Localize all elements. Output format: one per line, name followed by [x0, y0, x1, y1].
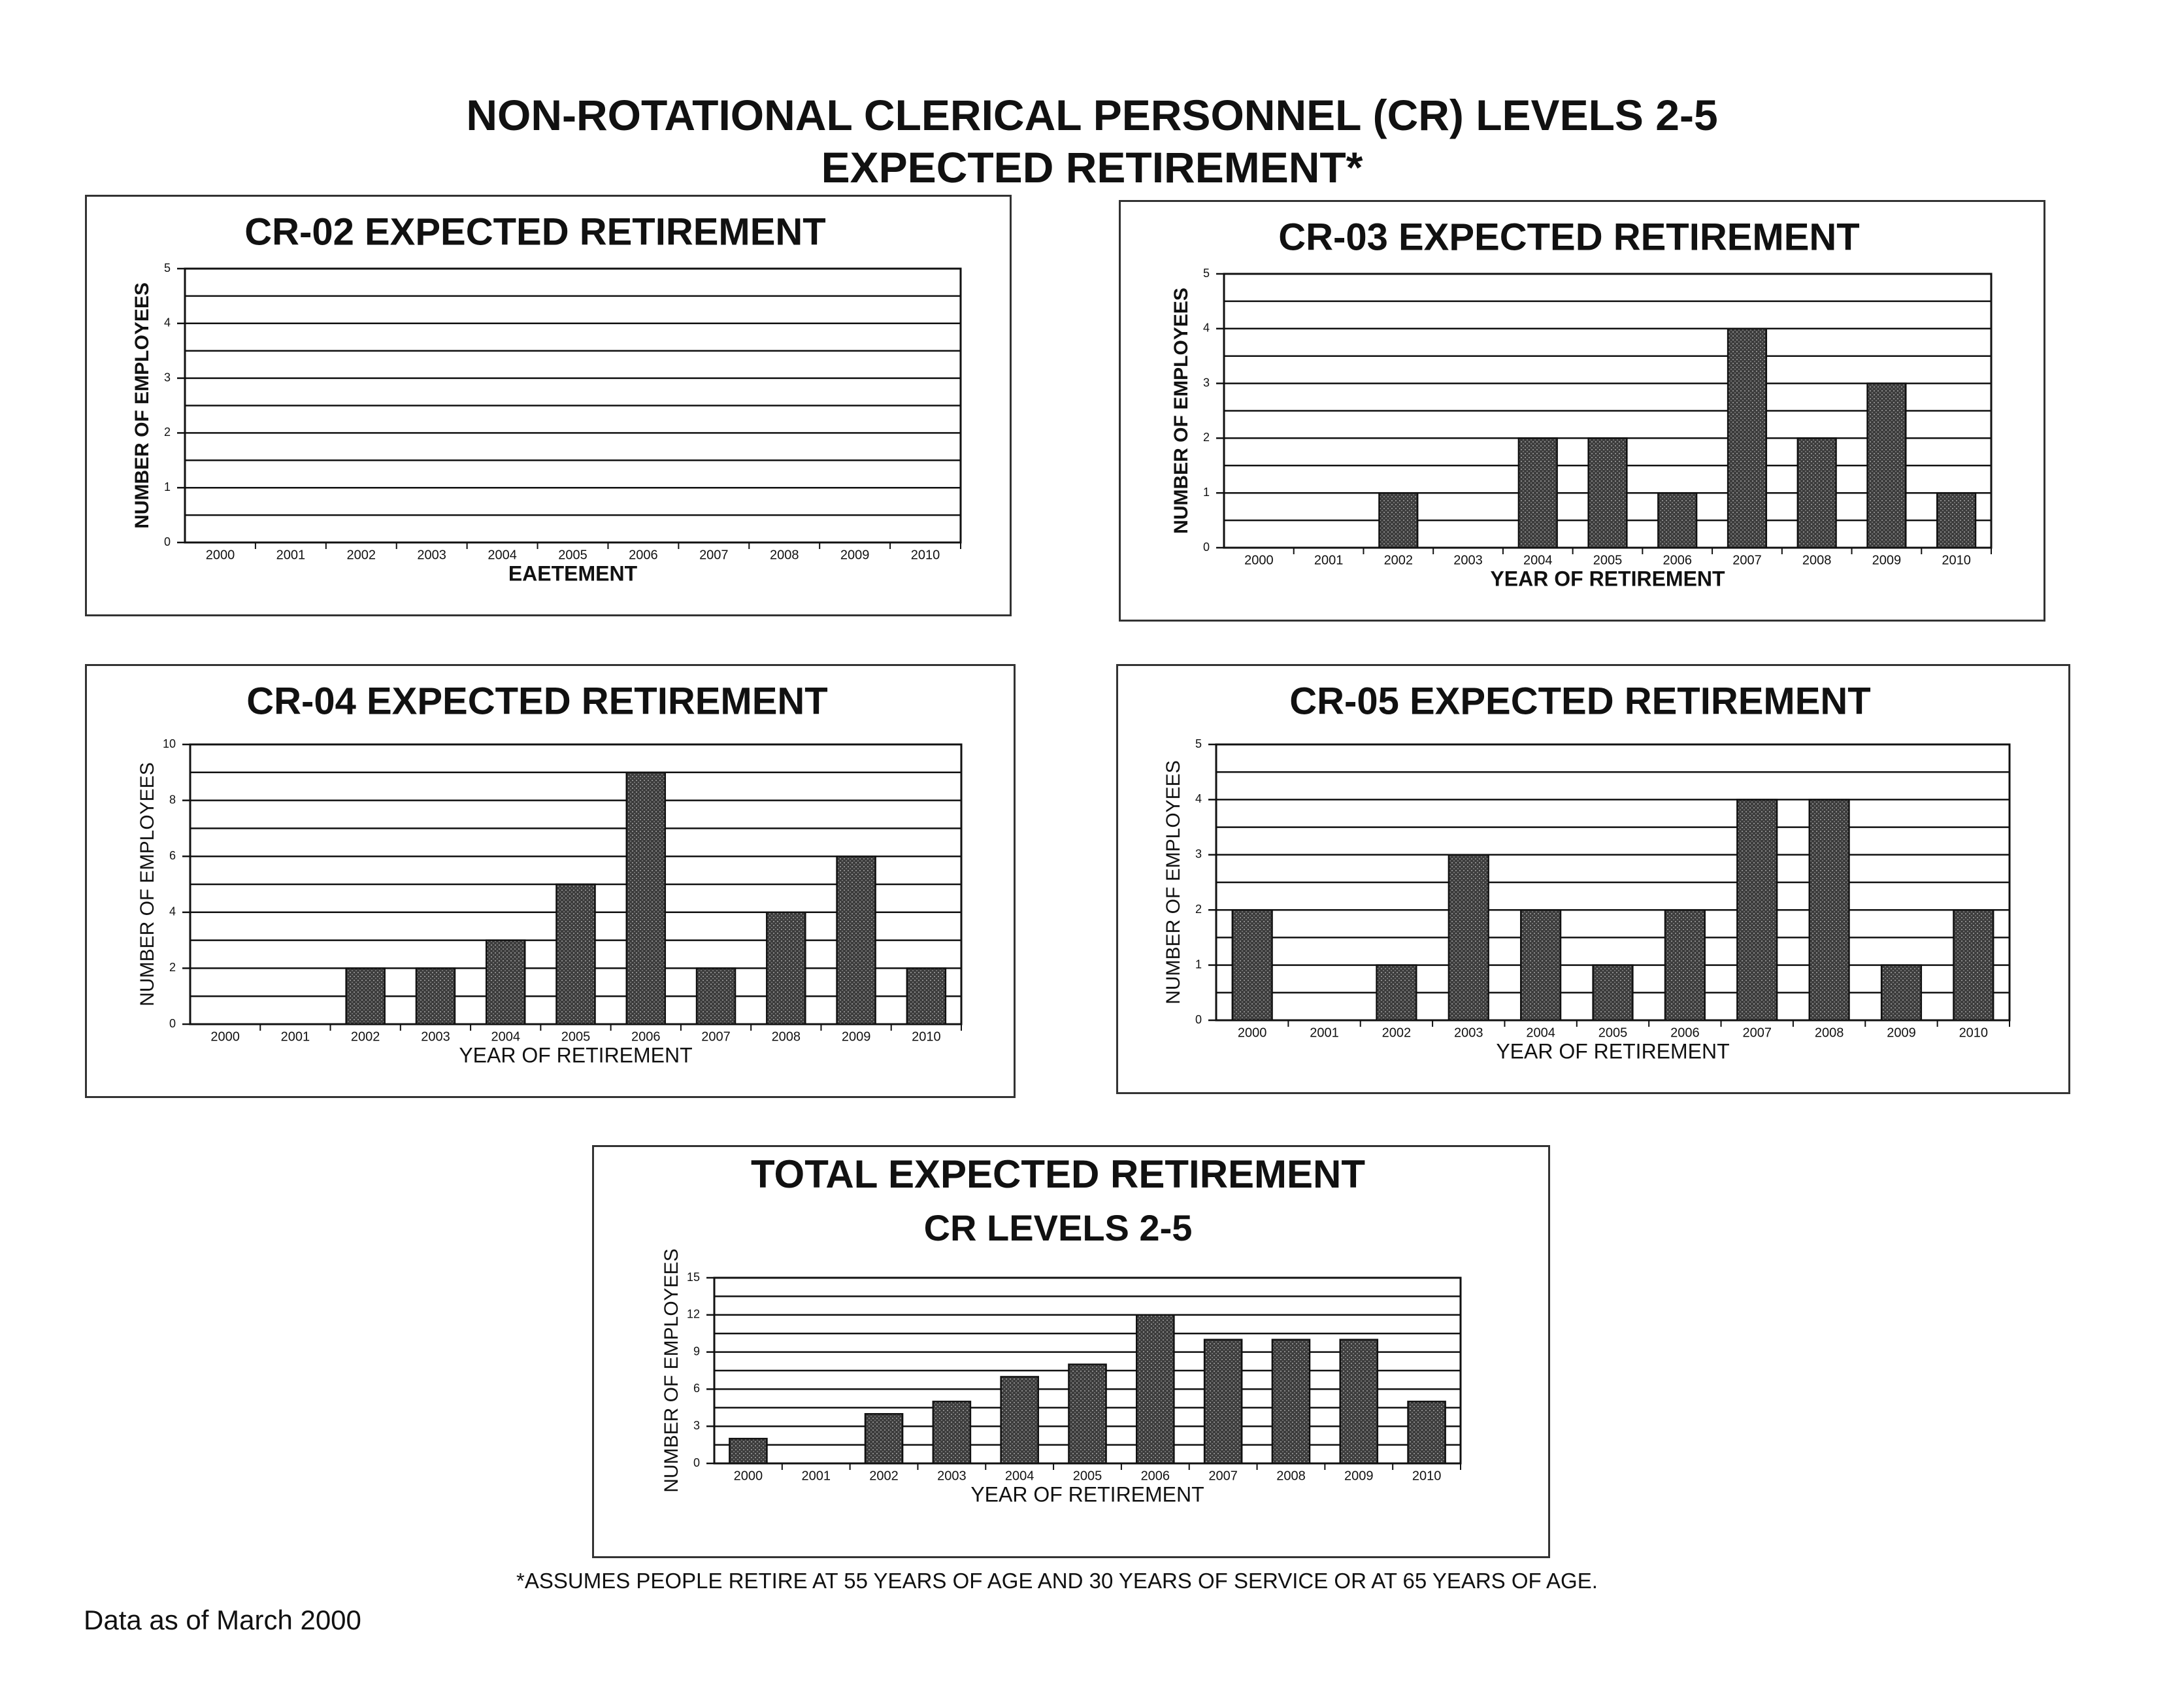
bar-2000 [729, 1439, 767, 1463]
y-tick-label: 4 [1195, 792, 1202, 806]
x-tick-label: 2004 [491, 1029, 520, 1044]
bar-2008 [1810, 799, 1849, 1020]
x-tick-label: 2003 [421, 1029, 450, 1044]
x-tick-label: 2009 [1887, 1025, 1916, 1041]
chart-title: CR-05 EXPECTED RETIREMENT [1289, 680, 1871, 723]
x-tick-label: 2000 [733, 1469, 763, 1484]
bar-2004 [1001, 1376, 1038, 1463]
y-tick-label: 3 [1195, 847, 1202, 861]
x-tick-label: 2002 [1383, 553, 1414, 568]
x-tick-label: 2008 [771, 1029, 801, 1044]
bar-2000 [1233, 910, 1272, 1020]
bar-2002 [1379, 493, 1417, 548]
x-tick-label: 2001 [1314, 553, 1344, 568]
bar-2003 [933, 1401, 970, 1463]
chart-subtitle: CR LEVELS 2-5 [923, 1207, 1193, 1248]
bar-2004 [1521, 910, 1561, 1020]
x-tick-label: 2000 [1244, 553, 1274, 568]
y-tick-label: 5 [1195, 737, 1202, 750]
data-source-note: Data as of March 2000 [84, 1605, 361, 1635]
bar-2008 [1798, 438, 1836, 548]
bar-2009 [1881, 965, 1921, 1020]
bar-2007 [1728, 329, 1766, 548]
bar-2008 [767, 912, 805, 1024]
x-tick-label: 2000 [205, 548, 235, 563]
y-axis-label: NUMBER OF EMPLOYEES [1170, 288, 1192, 534]
x-axis-label: YEAR OF RETIREMENT [1490, 567, 1725, 591]
x-tick-label: 2006 [629, 548, 658, 563]
x-tick-label: 2010 [1942, 553, 1971, 568]
bar-2006 [1658, 493, 1696, 548]
x-tick-label: 2007 [699, 548, 729, 563]
y-tick-label: 1 [1202, 485, 1210, 499]
bar-2009 [1868, 384, 1906, 548]
page-title-line-2: EXPECTED RETIREMENT* [821, 143, 1363, 192]
y-tick-label: 3 [1202, 376, 1210, 390]
bar-2005 [1068, 1365, 1106, 1463]
bar-2005 [557, 884, 595, 1024]
x-tick-label: 2000 [1237, 1025, 1267, 1041]
y-tick-label: 12 [686, 1307, 700, 1321]
x-tick-label: 2010 [912, 1029, 941, 1044]
chart-panel-cr05 [1116, 664, 2070, 1094]
x-tick-label: 2005 [558, 548, 587, 563]
y-tick-label: 5 [163, 261, 171, 275]
chart-title: CR-03 EXPECTED RETIREMENT [1278, 216, 1860, 259]
x-tick-label: 2004 [1523, 553, 1553, 568]
y-tick-label: 3 [693, 1418, 700, 1432]
bar-2006 [1665, 910, 1705, 1020]
y-axis-label: NUMBER OF EMPLOYEES [660, 1248, 682, 1493]
x-tick-label: 2006 [1670, 1025, 1700, 1041]
x-tick-label: 2008 [1814, 1025, 1844, 1041]
x-tick-label: 2001 [801, 1469, 831, 1484]
x-tick-label: 2001 [280, 1029, 310, 1044]
y-tick-label: 8 [169, 793, 176, 807]
x-tick-label: 2002 [1382, 1025, 1412, 1041]
x-tick-label: 2003 [1454, 1025, 1483, 1041]
y-tick-label: 4 [169, 905, 176, 918]
y-tick-label: 2 [169, 961, 176, 975]
bar-2002 [865, 1414, 902, 1463]
x-tick-label: 2002 [346, 548, 376, 563]
page-title-line-1: NON-ROTATIONAL CLERICAL PERSONNEL (CR) LEVELS 2-5 [466, 91, 1718, 139]
x-tick-label: 2001 [1310, 1025, 1339, 1041]
chart-svg [87, 666, 1014, 1096]
y-tick-label: 5 [1202, 266, 1210, 280]
y-tick-label: 3 [163, 371, 171, 384]
y-tick-label: 4 [1202, 321, 1210, 335]
chart-panel-cr02 [85, 195, 1012, 616]
bar-2010 [1953, 910, 1993, 1020]
bar-2002 [346, 968, 385, 1024]
chart-panel-cr04 [85, 664, 1016, 1098]
x-tick-label: 2000 [210, 1029, 240, 1044]
y-axis-label: NUMBER OF EMPLOYEES [131, 282, 153, 529]
bar-2003 [1449, 855, 1489, 1020]
x-tick-label: 2006 [1663, 553, 1692, 568]
x-tick-label: 2005 [561, 1029, 591, 1044]
x-tick-label: 2007 [701, 1029, 731, 1044]
chart-panel-cr03 [1119, 200, 2045, 622]
bar-2009 [1340, 1340, 1378, 1463]
chart-title: TOTAL EXPECTED RETIREMENT [750, 1152, 1366, 1196]
y-tick-label: 1 [163, 480, 171, 493]
y-tick-label: 0 [1202, 540, 1210, 554]
x-axis-label: YEAR OF RETIREMENT [970, 1482, 1204, 1507]
bar-2004 [486, 941, 525, 1024]
x-tick-label: 2007 [1208, 1469, 1238, 1484]
x-tick-label: 2010 [1959, 1025, 1989, 1041]
bar-2005 [1593, 965, 1633, 1020]
chart-title: CR-02 EXPECTED RETIREMENT [244, 210, 826, 254]
x-tick-label: 2004 [1004, 1469, 1034, 1484]
x-tick-label: 2008 [1802, 553, 1832, 568]
x-tick-label: 2006 [1140, 1469, 1170, 1484]
y-tick-label: 2 [1195, 902, 1202, 916]
bar-2008 [1272, 1340, 1310, 1463]
chart-title: CR-04 EXPECTED RETIREMENT [246, 680, 828, 723]
bar-2007 [697, 968, 735, 1024]
y-tick-label: 9 [693, 1344, 700, 1358]
y-tick-label: 2 [1202, 431, 1210, 444]
chart-svg [87, 197, 1010, 614]
y-tick-label: 6 [693, 1382, 700, 1395]
x-tick-label: 2009 [1872, 553, 1902, 568]
x-tick-label: 2010 [1412, 1469, 1442, 1484]
bar-2006 [627, 773, 665, 1024]
y-axis-label: NUMBER OF EMPLOYEES [136, 762, 158, 1007]
x-tick-label: 2009 [841, 1029, 871, 1044]
bar-2007 [1737, 799, 1777, 1020]
bar-2010 [1408, 1401, 1446, 1463]
y-axis-label: NUMBER OF EMPLOYEES [1162, 760, 1184, 1005]
y-tick-label: 0 [1195, 1012, 1202, 1026]
x-tick-label: 2010 [910, 548, 940, 563]
x-tick-label: 2008 [1276, 1469, 1306, 1484]
chart-svg [594, 1147, 1548, 1556]
bar-2005 [1589, 438, 1627, 548]
x-tick-label: 2008 [769, 548, 799, 563]
x-tick-label: 2007 [1742, 1025, 1772, 1041]
x-tick-label: 2003 [417, 548, 446, 563]
footnote: *ASSUMES PEOPLE RETIRE AT 55 YEARS OF AGE AND 30 YEARS OF SERVICE OR AT 65 YEARS OF AGE. [516, 1569, 1598, 1593]
x-tick-label: 2006 [631, 1029, 661, 1044]
chart-svg [1118, 666, 2068, 1092]
x-tick-label: 2009 [840, 548, 870, 563]
x-tick-label: 2007 [1732, 553, 1762, 568]
x-axis-label: YEAR OF RETIREMENT [1496, 1039, 1730, 1063]
x-axis-label: EAETEMENT [508, 561, 638, 586]
y-tick-label: 1 [1195, 958, 1202, 971]
bar-2007 [1204, 1340, 1242, 1463]
bar-2010 [1937, 493, 1976, 548]
bar-2003 [416, 968, 455, 1024]
y-tick-label: 2 [163, 425, 171, 439]
x-tick-label: 2005 [1072, 1469, 1102, 1484]
y-tick-label: 0 [163, 535, 171, 548]
x-tick-label: 2002 [869, 1469, 899, 1484]
bar-2006 [1136, 1315, 1174, 1463]
bar-2010 [907, 968, 946, 1024]
x-tick-label: 2009 [1344, 1469, 1374, 1484]
x-tick-label: 2001 [276, 548, 306, 563]
x-tick-label: 2005 [1593, 553, 1623, 568]
y-tick-label: 4 [163, 316, 171, 329]
x-tick-label: 2004 [1526, 1025, 1555, 1041]
bar-2004 [1519, 438, 1557, 548]
y-tick-label: 15 [686, 1270, 700, 1284]
y-tick-label: 0 [693, 1456, 700, 1469]
y-tick-label: 6 [169, 848, 176, 862]
bar-2002 [1377, 965, 1417, 1020]
x-axis-label: YEAR OF RETIREMENT [459, 1043, 693, 1067]
x-tick-label: 2003 [1453, 553, 1483, 568]
x-tick-label: 2004 [488, 548, 517, 563]
x-tick-label: 2003 [937, 1469, 967, 1484]
x-tick-label: 2002 [350, 1029, 380, 1044]
bar-2009 [837, 856, 876, 1024]
y-tick-label: 10 [162, 737, 176, 750]
chart-svg [1121, 202, 2043, 620]
x-tick-label: 2005 [1598, 1025, 1628, 1041]
chart-panel-total [592, 1145, 1550, 1558]
y-tick-label: 0 [169, 1016, 176, 1030]
